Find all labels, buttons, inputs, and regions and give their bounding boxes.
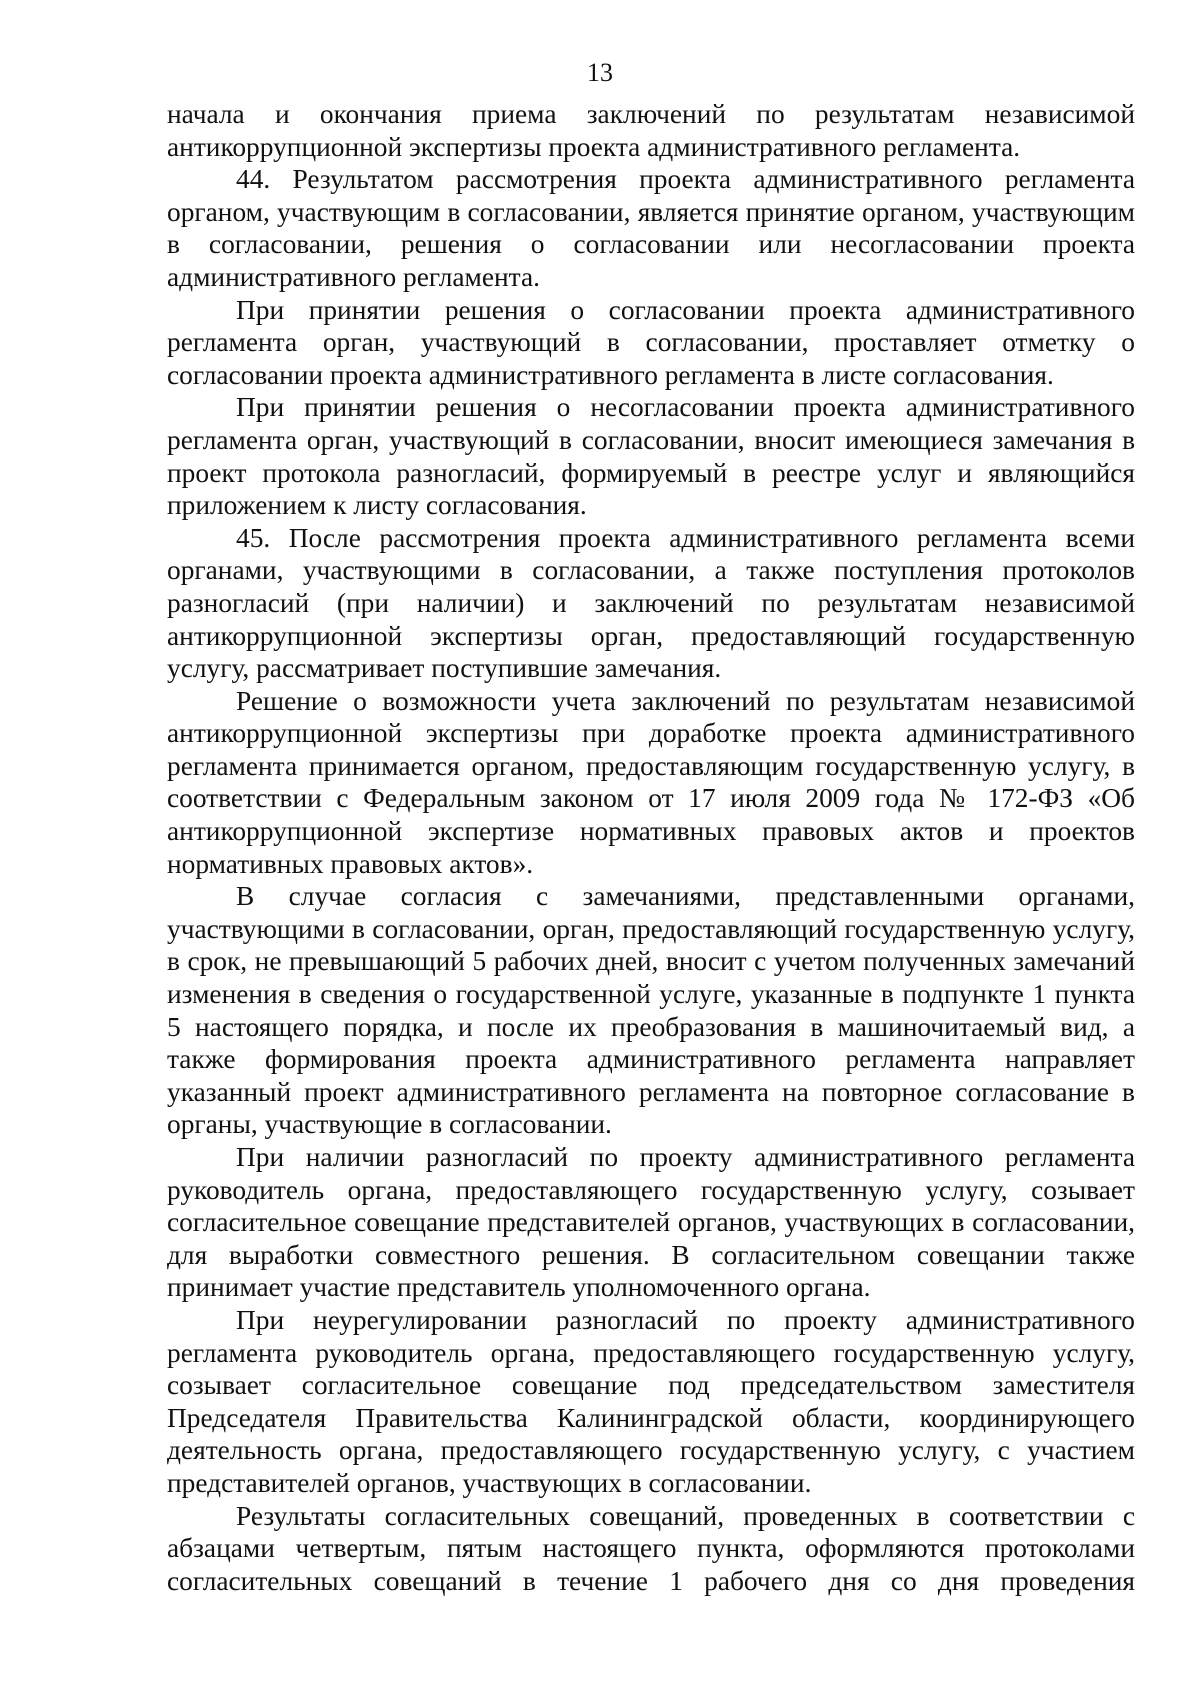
page-number: 13 — [587, 58, 613, 87]
paragraph-expertise-decision: Решение о возможности учета заключений по результатам независимой антикоррупционной экспертизы при доработке проекта административного регламента принимается органом, предоставляющим государственную услугу, в соответствии с Федеральным законом от 17 июля 2009 года № 172-ФЗ «Об антикоррупционной экспертизе нормативных правовых актов и проектов нормативных правовых актов». — [167, 685, 1135, 879]
paragraph-disapproval-decision: При принятии решения о несогласовании проекта административного регламента орган, участвующий в согласовании, вносит имеющиеся замечания в проект протокола разногласий, формируемый в реестре услуг и являющийся приложением к листу согласования. — [167, 392, 1135, 521]
paragraph-agreement-with-remarks: В случае согласия с замечаниями, представленными органами, участвующими в согласовании, орган, предоставляющий государственную услугу, в срок, не превышающий 5 рабочих дней, вносит с учетом полученных замечаний изменения в сведения о государственной услуге, указанные в подпункте 1 пункта 5 настоящего порядка, и после их преобразования в машиночитаемый вид, а также формирования проекта административного регламента направляет указанный проект административного регламента на повторное согласование в органы, участвующие в согласовании. — [167, 881, 1135, 1140]
paragraph-unresolved-disagreements: При неурегулировании разногласий по проекту административного регламента руководитель органа, предоставляющего государственную услугу, созывает согласительное совещание под председательством заместителя Председателя Правительства Калининградской области, координирующего деятельность органа, предоставляющего государственную услугу, с участием представителей органов, участвующих в согласовании. — [167, 1304, 1135, 1498]
paragraph-continuation: начала и окончания приема заключений по результатам независимой антикоррупционной экспертизы проекта административного регламента. — [167, 99, 1135, 162]
paragraph-disagreements-meeting: При наличии разногласий по проекту административного регламента руководитель органа, предоставляющего государственную услугу, созывает согласительное совещание представителей органов, участвующих в согласовании, для выработки совместного решения. В согласительном совещании также принимает участие представитель уполномоченного органа. — [167, 1142, 1135, 1303]
paragraph-approval-decision: При принятии решения о согласовании проекта административного регламента орган, участвующий в согласовании, проставляет отметку о согласовании проекта административного регламента в листе согласования. — [167, 294, 1135, 390]
paragraph-meeting-results: Результаты согласительных совещаний, проведенных в соответствии с абзацами четвертым, пятым настоящего пункта, оформляются протоколами согласительных совещаний в течение 1 рабочего дня со дня проведения — [167, 1500, 1135, 1596]
document-body — [167, 98, 1135, 1597]
paragraph-item-45: 45. После рассмотрения проекта административного регламента всеми органами, участвующими в согласовании, а также поступления протоколов разногласий (при наличии) и заключений по результатам независимой антикоррупционной экспертизы орган, предоставляющий государственную услугу, рассматривает поступившие замечания. — [167, 522, 1135, 684]
paragraph-item-44: 44. Результатом рассмотрения проекта административного регламента органом, участвующим в согласовании, является принятие органом, участвующим в согласовании, решения о согласовании или несогласовании проекта административного регламента. — [167, 164, 1135, 292]
